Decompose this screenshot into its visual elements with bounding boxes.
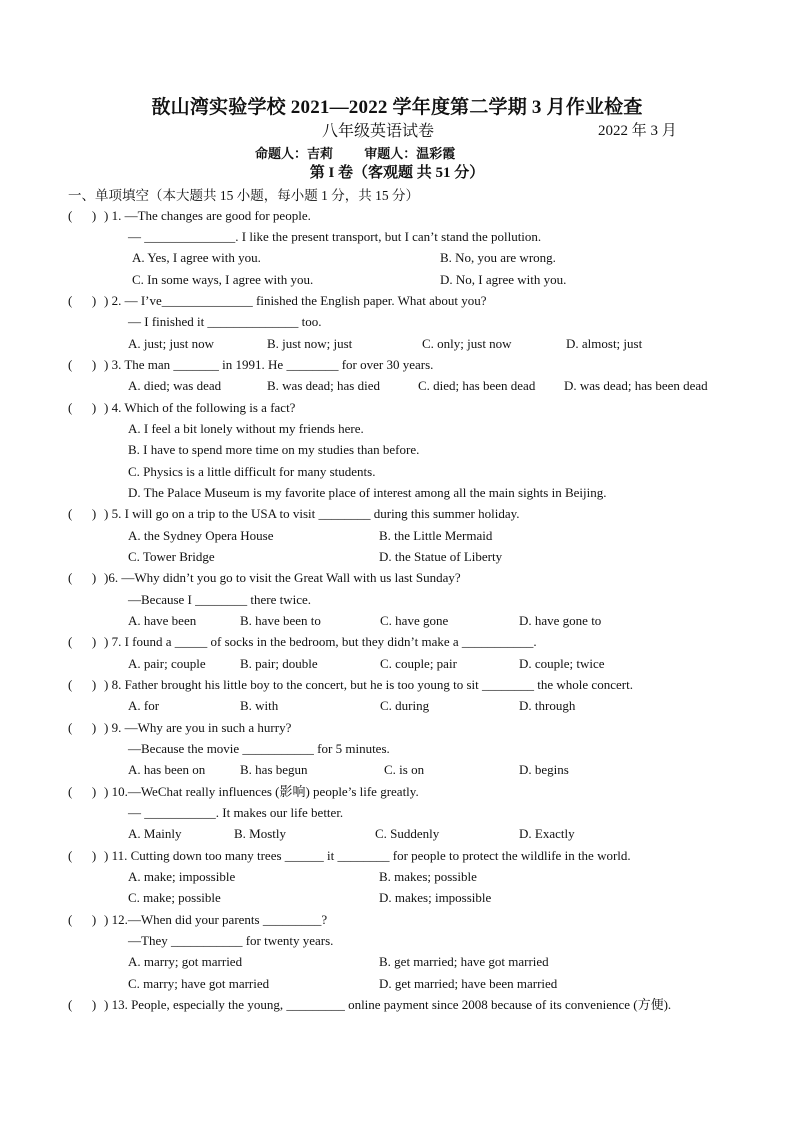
question-followup: — ______________. I like the present transport, but I can’t stand the pollution. <box>128 229 542 244</box>
option-d: D. couple; twice <box>519 656 605 671</box>
option-a: A. for <box>128 698 160 713</box>
option-b: B. No, you are wrong. <box>440 250 556 265</box>
question-stem: ) 12.—When did your parents _________? <box>104 912 328 927</box>
question-stem: ) 7. I found a _____ of socks in the bedroom, but they didn’t make a ___________. <box>104 634 537 649</box>
question-stem: ) 8. Father brought his little boy to the concert, but he is too young to sit ________ the whole concert. <box>104 677 633 692</box>
option-d: D. The Palace Museum is my favorite place of interest among all the main sights in Beijing. <box>128 485 607 500</box>
option-a: A. Mainly <box>128 826 182 841</box>
option-c: C. during <box>380 698 430 713</box>
option-b: B. just now; just <box>267 336 353 351</box>
option-a: A. has been on <box>128 762 206 777</box>
option-d: D. through <box>519 698 576 713</box>
option-d: D. the Statue of Liberty <box>379 549 503 564</box>
answer-bracket: ( ) <box>68 848 97 863</box>
option-a: A. pair; couple <box>128 656 206 671</box>
option-d: D. have gone to <box>519 613 602 628</box>
option-b: B. I have to spend more time on my studies than before. <box>128 442 420 457</box>
option-d: D. No, I agree with you. <box>440 272 567 287</box>
exam-date: 2022 年 3 月 <box>598 123 677 139</box>
option-d: D. almost; just <box>566 336 643 351</box>
exam-title: 敔山湾实验学校 2021—2022 学年度第二学期 3 月作业检查 <box>151 97 643 118</box>
option-c: C. died; has been dead <box>418 378 536 393</box>
answer-bracket: ( ) <box>68 570 97 585</box>
option-d: D. get married; have been married <box>379 976 558 991</box>
option-c: C. Physics is a little difficult for many students. <box>128 464 376 479</box>
question-stem: ) 9. —Why are you in such a hurry? <box>104 720 292 735</box>
option-d: D. makes; impossible <box>379 890 492 905</box>
section-heading: 一、单项填空（本大题共 15 小题，每小题 1 分，共 15 分） <box>68 188 419 203</box>
option-b: B. Mostly <box>234 826 287 841</box>
question-stem: ) 5. I will go on a trip to the USA to visit ________ during this summer holiday. <box>104 506 520 521</box>
question-followup: —Because the movie ___________ for 5 minutes. <box>128 741 390 756</box>
option-c: C. is on <box>384 762 425 777</box>
question-followup: —Because I ________ there twice. <box>128 592 312 607</box>
option-c: C. Suddenly <box>375 826 440 841</box>
option-b: B. with <box>240 698 279 713</box>
option-c: C. only; just now <box>422 336 512 351</box>
question-followup: — ___________. It makes our life better. <box>128 805 344 820</box>
question-stem: ) 4. Which of the following is a fact? <box>104 400 296 415</box>
exam-subtitle: 八年级英语试卷 <box>322 123 435 140</box>
setter-name: 命题人：吉莉 <box>255 146 334 161</box>
option-c: C. make; possible <box>128 890 221 905</box>
reviewer-name: 审题人：温彩霞 <box>364 146 456 161</box>
answer-bracket: ( ) <box>68 677 97 692</box>
answer-bracket: ( ) <box>68 293 97 308</box>
option-b: B. has begun <box>240 762 308 777</box>
option-a: A. Yes, I agree with you. <box>132 250 261 265</box>
question-stem: ) 13. People, especially the young, _________ online payment since 2008 because of its convenience (方便). <box>104 997 672 1012</box>
option-a: A. have been <box>128 613 197 628</box>
option-a: A. make; impossible <box>128 869 236 884</box>
option-b: B. makes; possible <box>379 869 477 884</box>
part-title: 第 I 卷（客观题 共 51 分） <box>309 165 485 181</box>
option-d: D. Exactly <box>519 826 575 841</box>
question-followup: —They ___________ for twenty years. <box>128 933 334 948</box>
option-c: C. have gone <box>380 613 449 628</box>
option-c: C. In some ways, I agree with you. <box>132 272 314 287</box>
question-stem: ) 10.—WeChat really influences (影响) people’s life greatly. <box>104 784 419 799</box>
option-a: A. marry; got married <box>128 954 243 969</box>
question-followup: — I finished it ______________ too. <box>128 314 322 329</box>
option-b: B. pair; double <box>240 656 318 671</box>
question-stem: ) 11. Cutting down too many trees ______ it ________ for people to protect the wildlife in the world. <box>104 848 631 863</box>
option-c: C. couple; pair <box>380 656 457 671</box>
option-d: D. was dead; has been dead <box>564 378 708 393</box>
answer-bracket: ( ) <box>68 997 97 1012</box>
answer-bracket: ( ) <box>68 912 97 927</box>
option-a: A. died; was dead <box>128 378 222 393</box>
option-a: A. just; just now <box>128 336 214 351</box>
option-b: B. the Little Mermaid <box>379 528 493 543</box>
option-b: B. get married; have got married <box>379 954 549 969</box>
answer-bracket: ( ) <box>68 720 97 735</box>
option-a: A. I feel a bit lonely without my friends here. <box>128 421 364 436</box>
option-d: D. begins <box>519 762 569 777</box>
option-a: A. the Sydney Opera House <box>128 528 274 543</box>
question-stem: ) 2. — I’ve______________ finished the English paper. What about you? <box>104 293 487 308</box>
answer-bracket: ( ) <box>68 634 97 649</box>
option-b: B. was dead; has died <box>267 378 381 393</box>
answer-bracket: ( ) <box>68 506 97 521</box>
answer-bracket: ( ) <box>68 784 97 799</box>
question-stem: )6. —Why didn’t you go to visit the Great Wall with us last Sunday? <box>104 570 461 585</box>
answer-bracket: ( ) <box>68 357 97 372</box>
setters-line <box>255 143 481 162</box>
option-c: C. marry; have got married <box>128 976 270 991</box>
option-b: B. have been to <box>240 613 321 628</box>
question-stem: ) 3. The man _______ in 1991. He ________ for over 30 years. <box>104 357 434 372</box>
answer-bracket: ( ) <box>68 208 97 223</box>
answer-bracket: ( ) <box>68 400 97 415</box>
option-c: C. Tower Bridge <box>128 549 215 564</box>
question-stem: ) 1. —The changes are good for people. <box>104 208 311 223</box>
